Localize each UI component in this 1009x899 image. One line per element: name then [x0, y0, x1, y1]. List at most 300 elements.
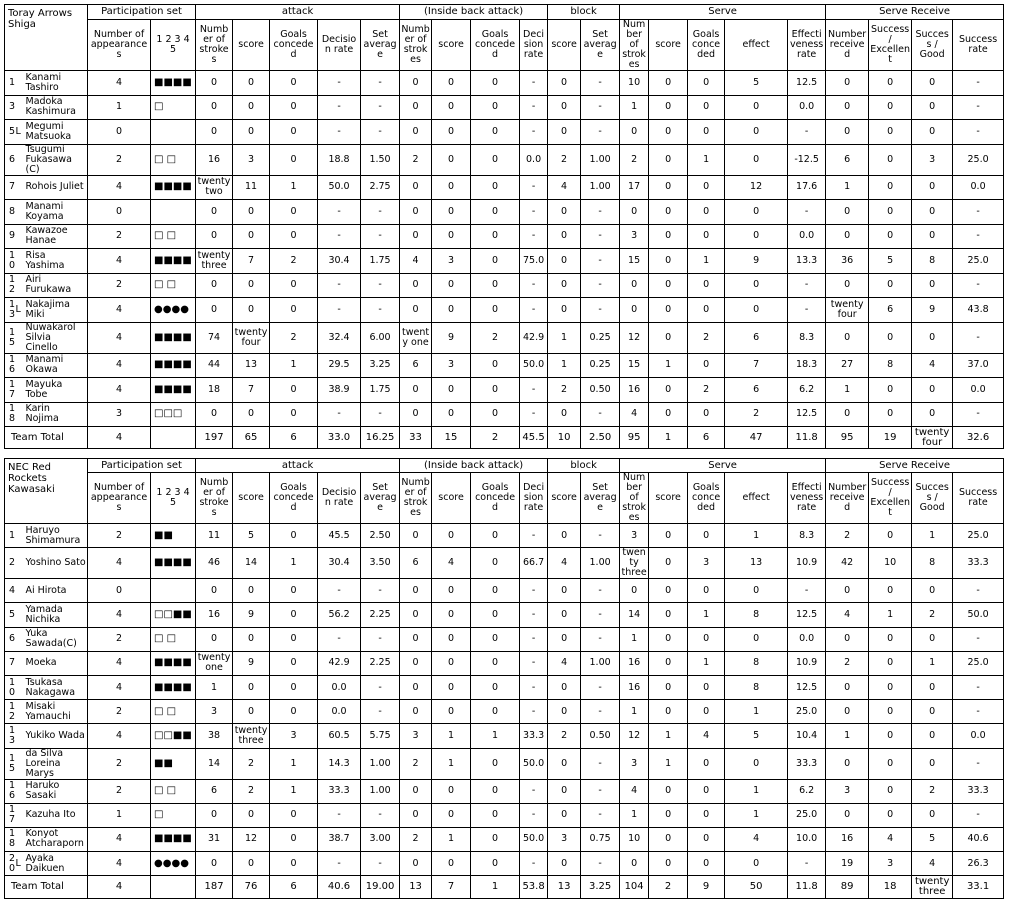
attack-set-average: -: [361, 627, 400, 651]
serve-strokes: 0: [620, 120, 649, 145]
attack-score: 14: [233, 548, 270, 579]
attack-score: 0: [233, 675, 270, 699]
player-name: Kanami Tashiro: [24, 71, 88, 96]
serve-goals-conceded: 0: [688, 579, 725, 603]
appearances-count: 4: [88, 353, 151, 378]
player-row: [5, 579, 1004, 603]
block-set-average: -: [581, 779, 620, 803]
receive-success-rate: -: [953, 402, 1004, 427]
receive-success-excellent: 0: [869, 378, 912, 403]
receive-success-excellent: 0: [869, 803, 912, 827]
participation-sets: □: [151, 803, 196, 827]
participation-sets: ●●●●: [151, 298, 196, 323]
attack-set-average: 2.25: [361, 603, 400, 627]
appearances-count: 4: [88, 322, 151, 353]
appearances-count: 4: [88, 675, 151, 699]
attack-strokes: 0: [196, 95, 233, 120]
receive-success-good: 0: [912, 224, 953, 249]
iba-decision-rate: -: [520, 175, 548, 200]
libero-marker: [16, 71, 24, 96]
player-name: Misaki Yamauchi: [24, 700, 88, 724]
receive-success-rate: -: [953, 675, 1004, 699]
receive-success-excellent: 0: [869, 95, 912, 120]
libero-marker: L: [16, 852, 24, 876]
receive-success-good: 0: [912, 322, 953, 353]
receive-success-good: 1: [912, 524, 953, 548]
attack-decision-rate: 30.4: [318, 249, 361, 274]
iba-strokes-header: Number of strokes: [400, 20, 432, 71]
serve-strokes: 0: [620, 273, 649, 298]
serve-effect: 6: [725, 322, 788, 353]
iba-score: 0: [432, 273, 471, 298]
serve-goals-conceded: 0: [688, 402, 725, 427]
attack-strokes: 0: [196, 200, 233, 225]
receive-number-received: 0: [826, 200, 869, 225]
player-row: [5, 402, 1004, 427]
iba-strokes: 4: [400, 249, 432, 274]
iba-goals-conceded-header: Goals conceded: [471, 473, 520, 524]
player-name: Haruko Sasaki: [24, 779, 88, 803]
attack-score: twenty three: [233, 724, 270, 748]
player-number: 16: [5, 353, 16, 378]
iba-decision-rate: 50.0: [520, 353, 548, 378]
receive-success-rate: -: [953, 71, 1004, 96]
player-row: [5, 524, 1004, 548]
attack-decision-rate: -: [318, 95, 361, 120]
iba-decision-rate: -: [520, 378, 548, 403]
serve-effect-header: effect: [725, 20, 788, 71]
player-row: [5, 779, 1004, 803]
serve-strokes: 3: [620, 224, 649, 249]
receive-success-rate: 43.8: [953, 298, 1004, 323]
player-number: 6: [5, 627, 16, 651]
serve-effect: 13: [725, 548, 788, 579]
iba-score: 0: [432, 603, 471, 627]
header-group-row: [5, 5, 1004, 20]
serve-score-header: score: [649, 20, 688, 71]
receive-success-good: 0: [912, 579, 953, 603]
receive-number-received: 27: [826, 353, 869, 378]
attack-header: attack: [196, 459, 400, 473]
attack-set-average: 2.50: [361, 524, 400, 548]
total-appearances: 4: [88, 876, 151, 899]
receive-success-good: 0: [912, 71, 953, 96]
block-score: 0: [548, 579, 581, 603]
inside-back-attack-header: (Inside back attack): [400, 5, 548, 20]
serve-strokes: 1: [620, 700, 649, 724]
attack-score: 0: [233, 627, 270, 651]
block-score: 1: [548, 353, 581, 378]
attack-score: 12: [233, 827, 270, 851]
team-name: NEC Red Rockets Kawasaki: [5, 459, 88, 524]
player-name: Kazuha Ito: [24, 803, 88, 827]
receive-number-received: 16: [826, 827, 869, 851]
serve-score: 0: [649, 249, 688, 274]
libero-marker: [16, 224, 24, 249]
receive-success-rate: 50.0: [953, 603, 1004, 627]
serve-goals-conceded: 0: [688, 748, 725, 779]
serve-effect: 0: [725, 579, 788, 603]
iba-goals-conceded: 0: [471, 144, 520, 175]
receive-number-received: twenty four: [826, 298, 869, 323]
receive-success-rate: 25.0: [953, 524, 1004, 548]
attack-set-average: -: [361, 803, 400, 827]
serve-score: 0: [649, 95, 688, 120]
serve-goals-conceded: 0: [688, 224, 725, 249]
player-name: Manami Koyama: [24, 200, 88, 225]
attack-decision-rate: 60.5: [318, 724, 361, 748]
receive-success-rate: -: [953, 224, 1004, 249]
iba-goals-conceded: 0: [471, 852, 520, 876]
iba-score: 9: [432, 322, 471, 353]
attack-score: 9: [233, 651, 270, 675]
serve-score: 0: [649, 175, 688, 200]
participation-sets: [151, 120, 196, 145]
player-number: 16: [5, 779, 16, 803]
attack-strokes: 16: [196, 603, 233, 627]
iba-decision-rate: 50.0: [520, 827, 548, 851]
receive-number-received: 4: [826, 603, 869, 627]
receive-success-rate: 33.3: [953, 548, 1004, 579]
serve-effectiveness-rate: 17.6: [788, 175, 826, 200]
appearances-header: Number of appearances: [88, 473, 151, 524]
attack-decision-rate: -: [318, 402, 361, 427]
block-score: 0: [548, 700, 581, 724]
serve-effect: 0: [725, 200, 788, 225]
attack-goals-conceded: 0: [270, 603, 318, 627]
total-receive-success-excellent: 18: [869, 876, 912, 899]
total-serve-goals-conceded: 6: [688, 427, 725, 449]
player-number: 17: [5, 803, 16, 827]
player-name: Megumi Matsuoka: [24, 120, 88, 145]
serve-effectiveness-rate: -: [788, 298, 826, 323]
participation-sets: ■■■■: [151, 378, 196, 403]
serve-score: 0: [649, 779, 688, 803]
serve-effectiveness-rate: 13.3: [788, 249, 826, 274]
receive-success-excellent: 0: [869, 651, 912, 675]
serve-score: 0: [649, 852, 688, 876]
total-iba-goals-conceded: 1: [471, 876, 520, 899]
attack-strokes: 0: [196, 224, 233, 249]
block-set-average: 1.00: [581, 548, 620, 579]
iba-goals-conceded: 1: [471, 724, 520, 748]
player-row: [5, 803, 1004, 827]
attack-set-average: 2.25: [361, 651, 400, 675]
iba-decision-rate: -: [520, 603, 548, 627]
total-participation-sets: [151, 876, 196, 899]
libero-marker: [16, 273, 24, 298]
receive-success-excellent: 0: [869, 724, 912, 748]
attack-goals-conceded: 0: [270, 700, 318, 724]
iba-score: 4: [432, 548, 471, 579]
iba-decision-rate: -: [520, 71, 548, 96]
attack-goals-conceded: 1: [270, 175, 318, 200]
receive-success-good: 0: [912, 724, 953, 748]
block-score: 4: [548, 548, 581, 579]
player-row: [5, 852, 1004, 876]
attack-set-average: 5.75: [361, 724, 400, 748]
attack-goals-conceded: 1: [270, 748, 318, 779]
receive-number-received: 0: [826, 71, 869, 96]
iba-score: 0: [432, 175, 471, 200]
iba-decision-rate: -: [520, 200, 548, 225]
attack-score: 0: [233, 71, 270, 96]
total-attack-goals-conceded: 6: [270, 876, 318, 899]
attack-strokes: 31: [196, 827, 233, 851]
serve-goals-conceded: 1: [688, 144, 725, 175]
serve-effect: 1: [725, 524, 788, 548]
receive-success-excellent: 8: [869, 353, 912, 378]
serve-score: 0: [649, 548, 688, 579]
serve-effectiveness-rate: 8.3: [788, 524, 826, 548]
attack-set-average: 2.75: [361, 175, 400, 200]
receive-success-rate-header: Success rate: [953, 473, 1004, 524]
iba-decision-rate: -: [520, 675, 548, 699]
serve-effectiveness-rate: 6.2: [788, 779, 826, 803]
attack-set-average: -: [361, 71, 400, 96]
attack-strokes: 18: [196, 378, 233, 403]
serve-effect: 2: [725, 402, 788, 427]
block-score: 4: [548, 175, 581, 200]
iba-goals-conceded: 0: [471, 71, 520, 96]
serve-strokes: 16: [620, 675, 649, 699]
attack-decision-rate: -: [318, 298, 361, 323]
appearances-count: 4: [88, 724, 151, 748]
attack-decision-rate: 45.5: [318, 524, 361, 548]
block-header: block: [548, 5, 620, 20]
attack-score: 0: [233, 700, 270, 724]
participation-sets: ■■■■: [151, 175, 196, 200]
receive-success-excellent: 0: [869, 700, 912, 724]
block-set-average: -: [581, 224, 620, 249]
attack-set-average: -: [361, 224, 400, 249]
iba-goals-conceded: 0: [471, 273, 520, 298]
participation-sets: ■■■■: [151, 651, 196, 675]
serve-strokes: 16: [620, 651, 649, 675]
serve-goals-conceded: 3: [688, 548, 725, 579]
block-set-average: -: [581, 524, 620, 548]
participation-sets: □ □: [151, 224, 196, 249]
attack-strokes: 74: [196, 322, 233, 353]
player-row: [5, 353, 1004, 378]
attack-score: 0: [233, 95, 270, 120]
participation-sets: ●●●●: [151, 852, 196, 876]
serve-effectiveness-rate: 10.9: [788, 548, 826, 579]
receive-success-rate: 37.0: [953, 353, 1004, 378]
total-receive-success-good: twenty four: [912, 427, 953, 449]
libero-marker: [16, 748, 24, 779]
receive-success-excellent: 0: [869, 748, 912, 779]
receive-success-excellent: 0: [869, 627, 912, 651]
player-number: 12: [5, 700, 16, 724]
iba-score: 0: [432, 378, 471, 403]
attack-goals-conceded: 0: [270, 627, 318, 651]
participation-sets: □ □: [151, 779, 196, 803]
iba-decision-rate-header: Decision rate: [520, 473, 548, 524]
attack-set-average: 1.00: [361, 779, 400, 803]
serve-score: 0: [649, 803, 688, 827]
total-receive-number-received: 95: [826, 427, 869, 449]
iba-score: 0: [432, 298, 471, 323]
total-serve-goals-conceded: 9: [688, 876, 725, 899]
serve-effect: 12: [725, 175, 788, 200]
player-row: [5, 95, 1004, 120]
serve-goals-conceded: 0: [688, 95, 725, 120]
iba-strokes: 0: [400, 175, 432, 200]
serve-effect: 5: [725, 724, 788, 748]
attack-score: 0: [233, 224, 270, 249]
attack-goals-conceded: 1: [270, 548, 318, 579]
team-total-label: Team Total: [5, 427, 88, 449]
player-name: Ayaka Daikuen: [24, 852, 88, 876]
player-name: Konyot Atcharaporn: [24, 827, 88, 851]
attack-goals-conceded: 3: [270, 724, 318, 748]
iba-strokes-header: Number of strokes: [400, 473, 432, 524]
attack-set-average: 6.00: [361, 322, 400, 353]
attack-score: 3: [233, 144, 270, 175]
serve-score: 0: [649, 322, 688, 353]
serve-effectiveness-rate: -12.5: [788, 144, 826, 175]
receive-success-rate: -: [953, 322, 1004, 353]
appearances-count: 2: [88, 144, 151, 175]
attack-goals-conceded: 0: [270, 224, 318, 249]
attack-goals-conceded: 0: [270, 273, 318, 298]
attack-goals-conceded: 0: [270, 298, 318, 323]
receive-success-good: 5: [912, 827, 953, 851]
block-set-average: 0.75: [581, 827, 620, 851]
attack-goals-conceded: 2: [270, 322, 318, 353]
libero-marker: [16, 779, 24, 803]
iba-strokes: 0: [400, 224, 432, 249]
serve-goals-conceded: 1: [688, 603, 725, 627]
player-row: [5, 700, 1004, 724]
iba-strokes: 3: [400, 724, 432, 748]
iba-goals-conceded: 2: [471, 322, 520, 353]
serve-strokes: 16: [620, 378, 649, 403]
receive-number-received: 1: [826, 175, 869, 200]
iba-score: 1: [432, 827, 471, 851]
attack-set-average: -: [361, 579, 400, 603]
appearances-count: 4: [88, 71, 151, 96]
serve-effect: 0: [725, 748, 788, 779]
receive-success-excellent: 0: [869, 120, 912, 145]
participation-sets: □ □: [151, 144, 196, 175]
player-number: 1: [5, 524, 16, 548]
libero-marker: [16, 322, 24, 353]
block-set-average: -: [581, 402, 620, 427]
player-number: 15: [5, 748, 16, 779]
participation-sets: □ □: [151, 700, 196, 724]
total-serve-score: 1: [649, 427, 688, 449]
iba-decision-rate: -: [520, 852, 548, 876]
total-iba-strokes: 33: [400, 427, 432, 449]
block-set-average: -: [581, 748, 620, 779]
iba-score: 3: [432, 353, 471, 378]
attack-strokes: twenty two: [196, 175, 233, 200]
header-column-row: [5, 20, 1004, 71]
receive-success-good: 0: [912, 378, 953, 403]
player-row: [5, 378, 1004, 403]
serve-effectiveness-rate: 33.3: [788, 748, 826, 779]
block-set-average: -: [581, 700, 620, 724]
serve-goals-conceded: 0: [688, 803, 725, 827]
iba-score: 1: [432, 748, 471, 779]
attack-goals-conceded: 0: [270, 852, 318, 876]
attack-strokes: 46: [196, 548, 233, 579]
iba-strokes: 0: [400, 120, 432, 145]
iba-strokes: 0: [400, 71, 432, 96]
receive-success-rate: -: [953, 803, 1004, 827]
serve-strokes: 15: [620, 249, 649, 274]
total-attack-goals-conceded: 6: [270, 427, 318, 449]
participation-sets: □ □: [151, 627, 196, 651]
player-name: Karin Nojima: [24, 402, 88, 427]
iba-goals-conceded: 0: [471, 95, 520, 120]
attack-set-average: 1.00: [361, 748, 400, 779]
receive-success-rate: 26.3: [953, 852, 1004, 876]
receive-success-good: 0: [912, 402, 953, 427]
total-serve-effect: 50: [725, 876, 788, 899]
serve-strokes: twenty three: [621, 547, 647, 579]
serve-effectiveness-rate: -: [788, 200, 826, 225]
attack-decision-rate: 0.0: [318, 700, 361, 724]
receive-number-received: 1: [826, 378, 869, 403]
participation-sets: ■■■■: [151, 675, 196, 699]
serve-effect: 4: [725, 827, 788, 851]
libero-marker: [16, 353, 24, 378]
player-number: 10: [5, 675, 16, 699]
player-number: 18: [5, 827, 16, 851]
player-name: Airi Furukawa: [24, 273, 88, 298]
iba-strokes: 0: [400, 803, 432, 827]
iba-score: 0: [432, 402, 471, 427]
serve-effectiveness-rate: 0.0: [788, 95, 826, 120]
total-serve-score: 2: [649, 876, 688, 899]
iba-score: 0: [432, 675, 471, 699]
receive-success-rate: 0.0: [953, 378, 1004, 403]
receive-success-rate: 25.0: [953, 144, 1004, 175]
serve-goals-conceded: 0: [688, 675, 725, 699]
iba-strokes: 0: [400, 779, 432, 803]
receive-success-good-header: Success / Good: [912, 473, 953, 524]
receive-success-rate: 33.3: [953, 779, 1004, 803]
participation-sets: □: [151, 95, 196, 120]
iba-strokes: 2: [400, 827, 432, 851]
block-score: 3: [548, 827, 581, 851]
serve-goals-conceded: 0: [688, 71, 725, 96]
appearances-count: 2: [88, 700, 151, 724]
player-name: Nuwakarol Silvia Cinello: [24, 322, 88, 353]
iba-strokes: 0: [400, 298, 432, 323]
attack-goals-conceded: 0: [270, 402, 318, 427]
iba-decision-rate: -: [520, 524, 548, 548]
libero-marker: [16, 200, 24, 225]
serve-receive-header: Serve Receive: [826, 459, 1004, 473]
receive-number-received: 0: [826, 675, 869, 699]
receive-success-excellent: 3: [869, 852, 912, 876]
player-number: 9: [5, 224, 16, 249]
player-name: Yuka Sawada(C): [24, 627, 88, 651]
serve-effect: 0: [725, 852, 788, 876]
player-row: [5, 675, 1004, 699]
player-number: 18: [5, 402, 16, 427]
libero-marker: [16, 827, 24, 851]
receive-success-excellent: 0: [869, 144, 912, 175]
attack-goals-conceded: 0: [270, 95, 318, 120]
player-row: [5, 827, 1004, 851]
attack-set-average: -: [361, 402, 400, 427]
receive-number-received-header: Number received: [826, 473, 869, 524]
